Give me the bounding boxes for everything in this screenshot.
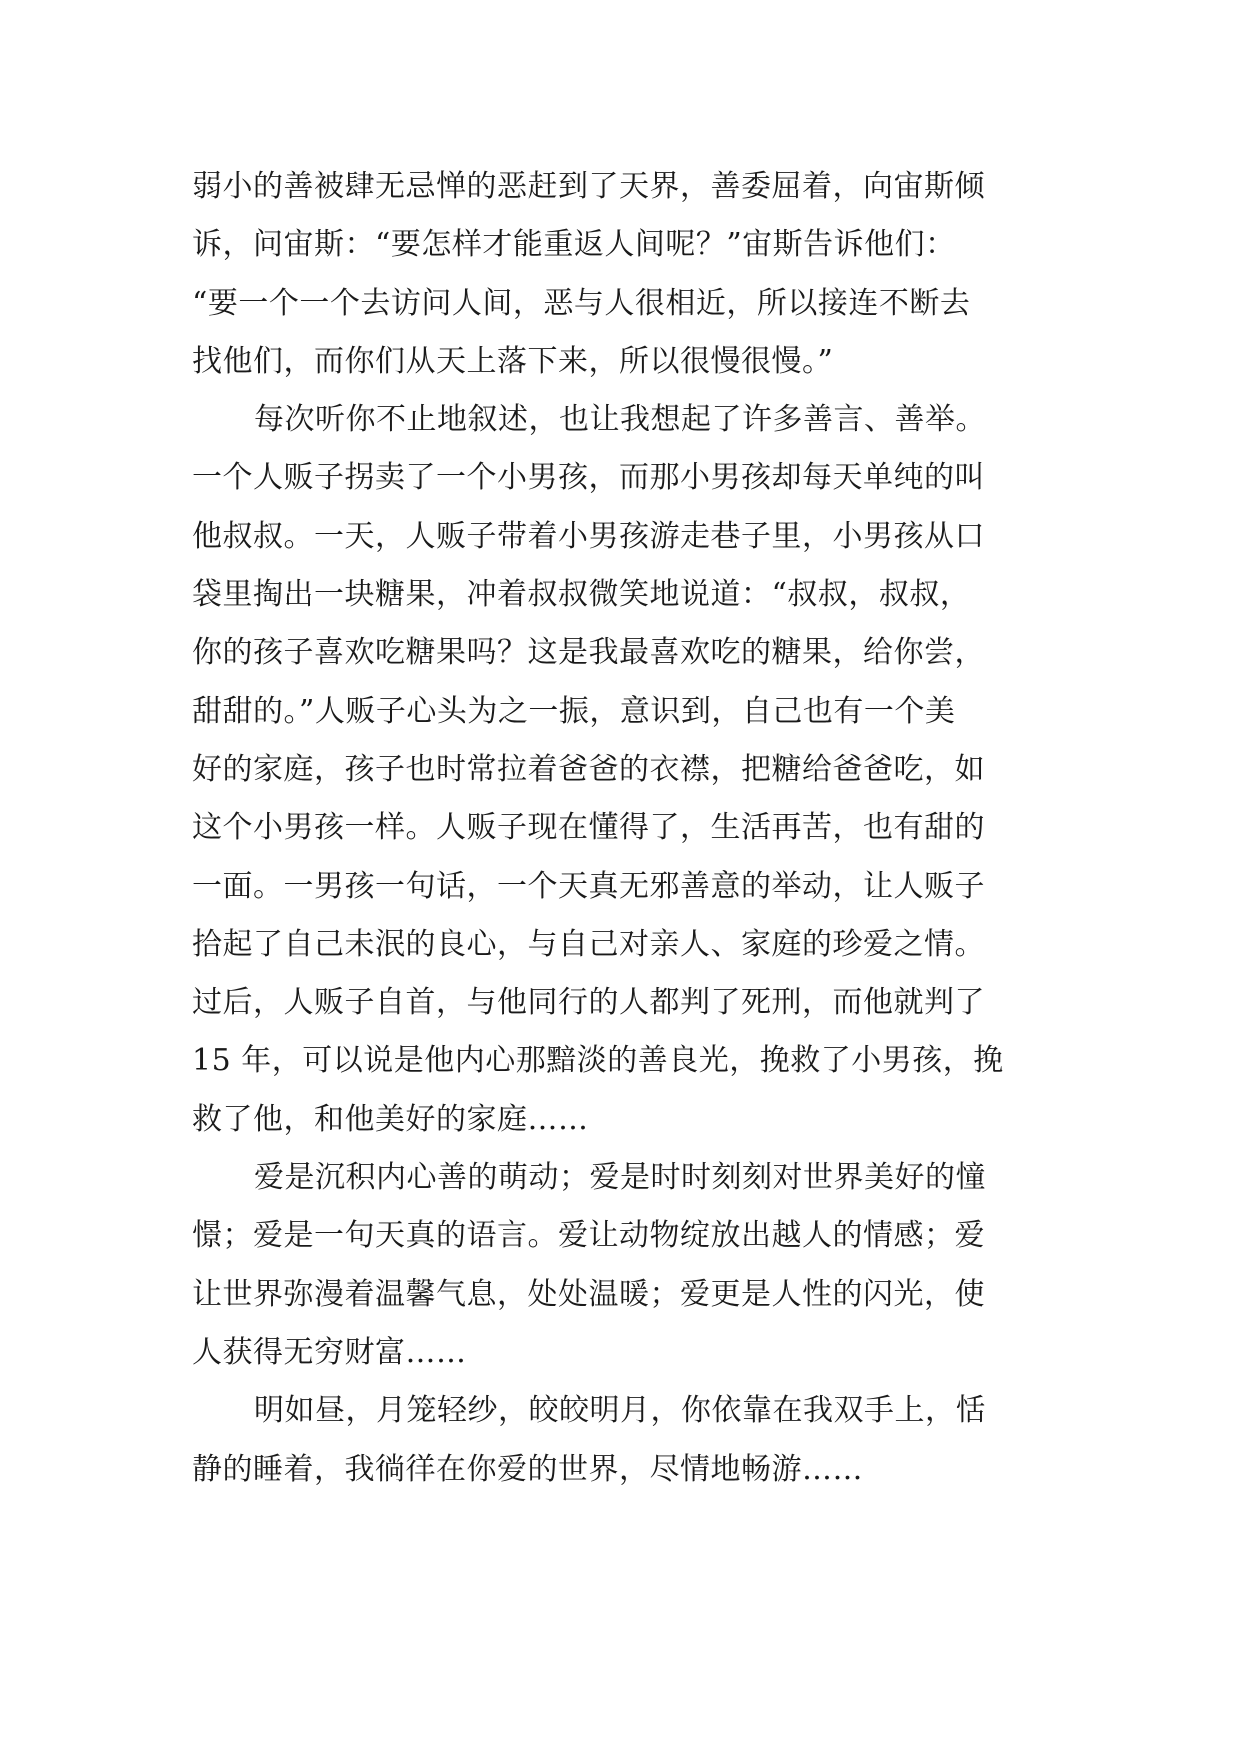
text-line: 找他们，而你们从天上落下来，所以很慢很慢。” bbox=[192, 343, 834, 379]
text-line: 这个小男孩一样。人贩子现在懂得了，生活再苦，也有甜的 bbox=[192, 810, 985, 846]
text-line: 过后，人贩子自首，与他同行的人都判了死刑，而他就判了 bbox=[192, 985, 985, 1021]
body-text bbox=[192, 158, 1052, 1499]
text-line: 一个人贩子拐卖了一个小男孩，而那小男孩却每天单纯的叫 bbox=[192, 460, 985, 496]
text-line: 15 年，可以说是他内心那黯淡的善良光，挽救了小男孩，挽 bbox=[192, 1043, 1004, 1079]
text-line: 静的睡着，我徜徉在你爱的世界，尽情地畅游…… bbox=[192, 1451, 863, 1487]
text-line: 好的家庭，孩子也时常拉着爸爸的衣襟，把糖给爸爸吃，如 bbox=[192, 751, 985, 787]
text-line: 每次听你不止地叙述，也让我想起了许多善言、善举。 bbox=[254, 402, 986, 438]
text-line: 你的孩子喜欢吃糖果吗？这是我最喜欢吃的糖果，给你尝， bbox=[192, 635, 985, 671]
text-line: 让世界弥漫着温馨气息，处处温暖；爱更是人性的闪光，使 bbox=[192, 1276, 985, 1312]
text-line: 他叔叔。一天，人贩子带着小男孩游走巷子里，小男孩从口 bbox=[192, 518, 985, 554]
text-line: 人获得无穷财富…… bbox=[192, 1334, 467, 1370]
text-line: 一面。一男孩一句话，一个天真无邪善意的举动，让人贩子 bbox=[192, 868, 985, 904]
text-line: 袋里掏出一块糖果，冲着叔叔微笑地说道：“叔叔，叔叔， bbox=[192, 577, 971, 613]
paragraph-4 bbox=[192, 1382, 1052, 1499]
text-line: 爱是沉积内心善的萌动；爱是时时刻刻对世界美好的憧 bbox=[254, 1160, 986, 1196]
paragraph-1 bbox=[192, 158, 1052, 391]
paragraph-2 bbox=[192, 391, 1052, 1149]
text-line: 明如昼，月笼轻纱，皎皎明月，你依靠在我双手上，恬 bbox=[254, 1393, 986, 1429]
text-line: 诉，问宙斯：“要怎样才能重返人间呢？”宙斯告诉他们： bbox=[192, 227, 956, 263]
paragraph-3 bbox=[192, 1149, 1052, 1382]
text-line: 憬；爱是一句天真的语言。爱让动物绽放出越人的情感；爱 bbox=[192, 1218, 985, 1254]
text-line: “要一个一个去访问人间，恶与人很相近，所以接连不断去 bbox=[192, 285, 971, 321]
text-line: 弱小的善被肆无忌惮的恶赶到了天界，善委屈着，向宙斯倾 bbox=[192, 169, 985, 204]
text-line: 拾起了自己未泯的良心，与自己对亲人、家庭的珍爱之情。 bbox=[192, 926, 985, 962]
text-line: 甜甜的。”人贩子心头为之一振，意识到，自己也有一个美 bbox=[192, 693, 956, 729]
text-line: 救了他，和他美好的家庭…… bbox=[192, 1101, 589, 1137]
